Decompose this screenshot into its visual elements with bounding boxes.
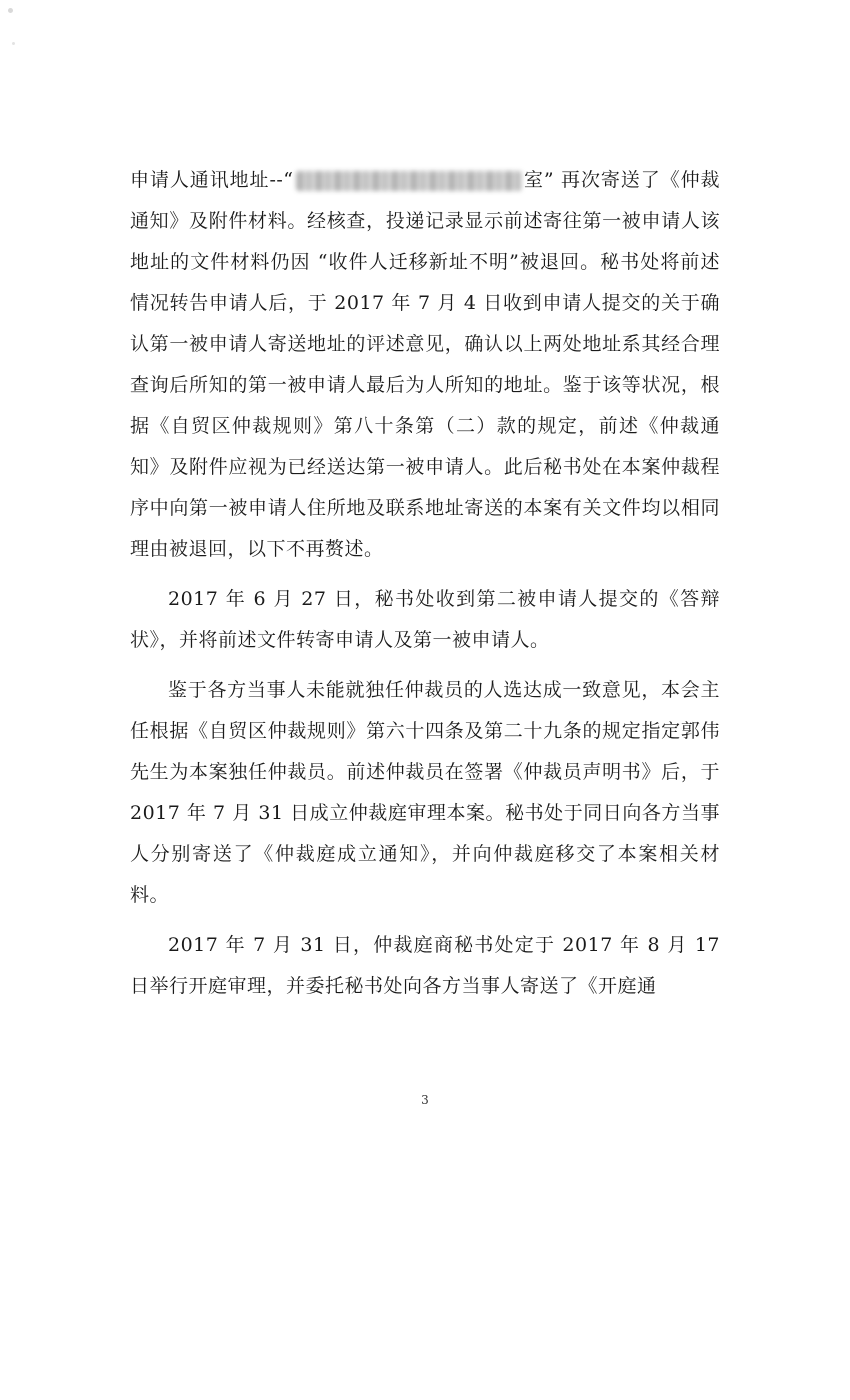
scan-speck bbox=[12, 42, 15, 45]
redacted-address bbox=[296, 171, 522, 191]
paragraph-text-rest: 室” 再次寄送了《仲裁通知》及附件材料。经核查，投递记录显示前述寄往第一被申请人该地址的文件材料仍因 “收件人迁移新址不明”被退回。秘书处将前述情况转告申请人后，于 2017 年 7 月 4 日收到申请人提交的关于确认第一被申请人寄送地址的评述意见，确认以上两处地址系其经合理查询后所知的第一被申请人最后为人所知的地址。鉴于该等状况，根据《自贸区仲裁规则》第八十条第（二）款的规定，前述《仲裁通知》及附件应视为已经送达第一被申请人。此后秘书处在本案仲裁程序中向第一被申请人住所地及联系地址寄送的本案有关文件均以相同理由被退回，以下不再赘述。 bbox=[130, 169, 720, 560]
page-number: 3 bbox=[421, 1093, 429, 1107]
paragraph-arbitrator-appointment: 鉴于各方当事人未能就独任仲裁员的人选达成一致意见，本会主任根据《自贸区仲裁规则》第六十四条及第二十九条的规定指定郭伟先生为本案独任仲裁员。前述仲裁员在签署《仲裁员声明书》后，于 2017 年 7 月 31 日成立仲裁庭审理本案。秘书处于同日向各方当事人分别寄送了《仲裁庭成立通知》，并向仲裁庭移交了本案相关材料。 bbox=[130, 679, 720, 906]
document-body bbox=[130, 160, 720, 1016]
paragraph-text-lead: 申请人通讯地址--“ bbox=[130, 169, 294, 191]
paragraph-defence-received: 2017 年 6 月 27 日，秘书处收到第二被申请人提交的《答辩状》，并将前述文件转寄申请人及第一被申请人。 bbox=[130, 588, 720, 651]
paragraph-address-service bbox=[130, 160, 720, 570]
paragraph-hearing-schedule: 2017 年 7 月 31 日，仲裁庭商秘书处定于 2017 年 8 月 17 日举行开庭审理，并委托秘书处向各方当事人寄送了《开庭通 bbox=[130, 934, 720, 997]
scan-speck bbox=[8, 8, 13, 13]
